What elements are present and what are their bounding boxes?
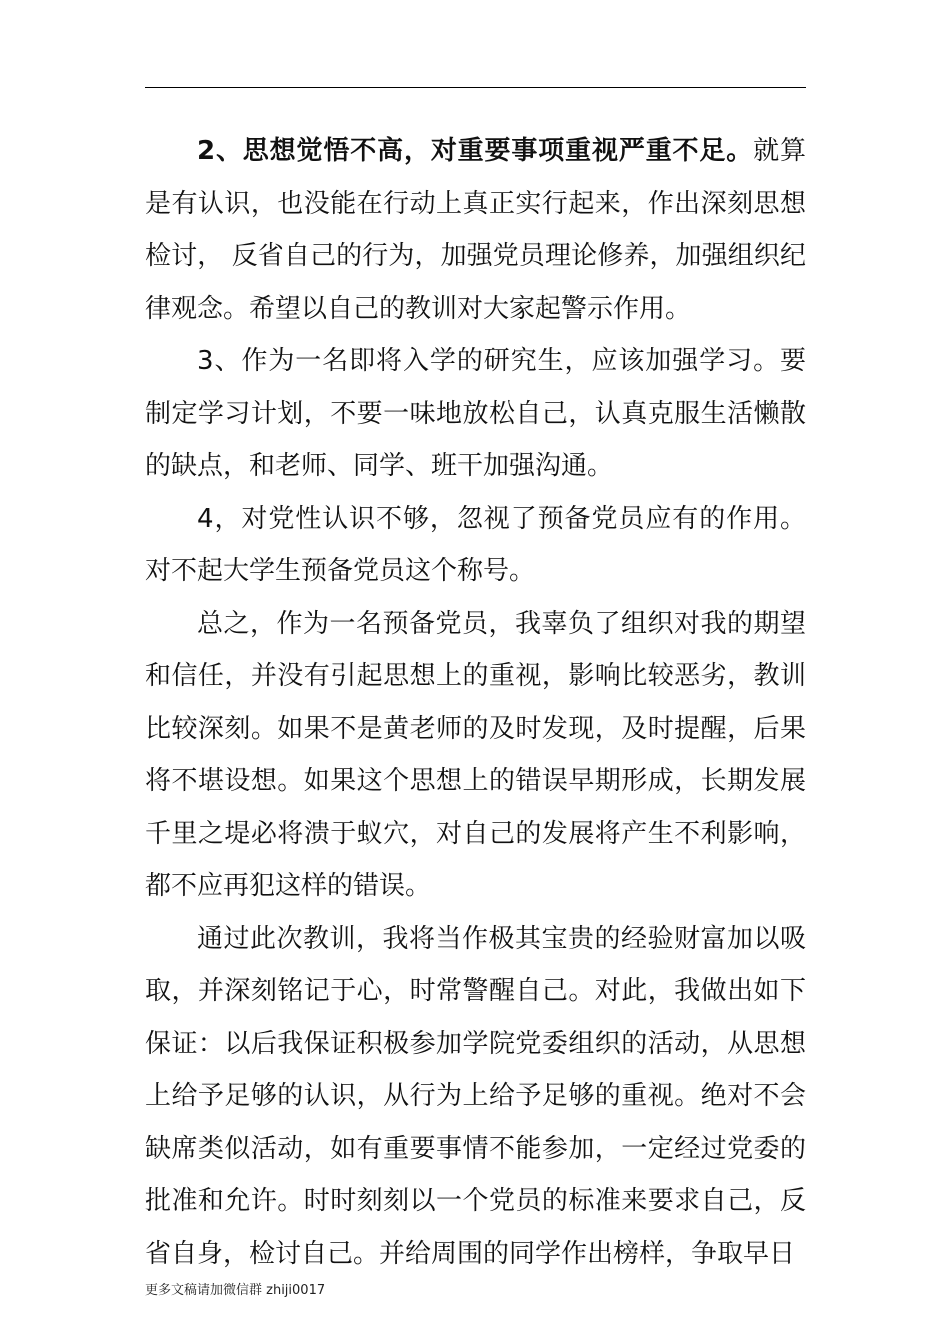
paragraph-item-2 [145,125,806,335]
paragraph-text: 就算是有认识，也没能在行动上真正实行起来，作出深刻思想检讨， 反省自己的行为，加强党员理论修养，加强组织纪律观念。希望以自己的教训对大家起警示作用。 [145,136,806,324]
paragraph-text: 3、作为一名即将入学的研究生，应该加强学习。要制定学习计划，不要一味地放松自己，认真克服生活懒散的缺点，和老师、同学、班干加强沟通。 [145,346,806,481]
paragraph-pledge [145,913,806,1281]
footer-note: 更多文稿请加微信群 zhiji0017 [145,1283,326,1298]
paragraph-heading: 2、思想觉悟不高，对重要事项重视严重不足。 [197,136,754,166]
paragraph-text: 4，对党性认识不够，忽视了预备党员应有的作用。对不起大学生预备党员这个称号。 [145,503,806,586]
paragraph-item-4 [145,493,806,598]
header-rule [145,87,806,88]
paragraph-summary [145,598,806,913]
document-body [145,125,806,1280]
paragraph-text: 通过此次教训，我将当作极其宝贵的经验财富加以吸取，并深刻铭记于心，时常警醒自己。对此，我做出如下保证：以后我保证积极参加学院党委组织的活动，从思想上给予足够的认识，从行为上给予足够的重视。绝对不会缺席类似活动，如有重要事情不能参加，一定经过党委的批准和允许。时时刻刻以一个党员的标准来要求自己，反省自身，检讨自己。并给周围的同学作出榜样，争取早日 [145,923,806,1269]
paragraph-item-3 [145,335,806,493]
paragraph-text: 总之，作为一名预备党员，我辜负了组织对我的期望和信任，并没有引起思想上的重视，影响比较恶劣，教训比较深刻。如果不是黄老师的及时发现，及时提醒，后果将不堪设想。如果这个思想上的错误早期形成，长期发展千里之堤必将溃于蚁穴，对自己的发展将产生不利影响，都不应再犯这样的错误。 [145,608,806,901]
